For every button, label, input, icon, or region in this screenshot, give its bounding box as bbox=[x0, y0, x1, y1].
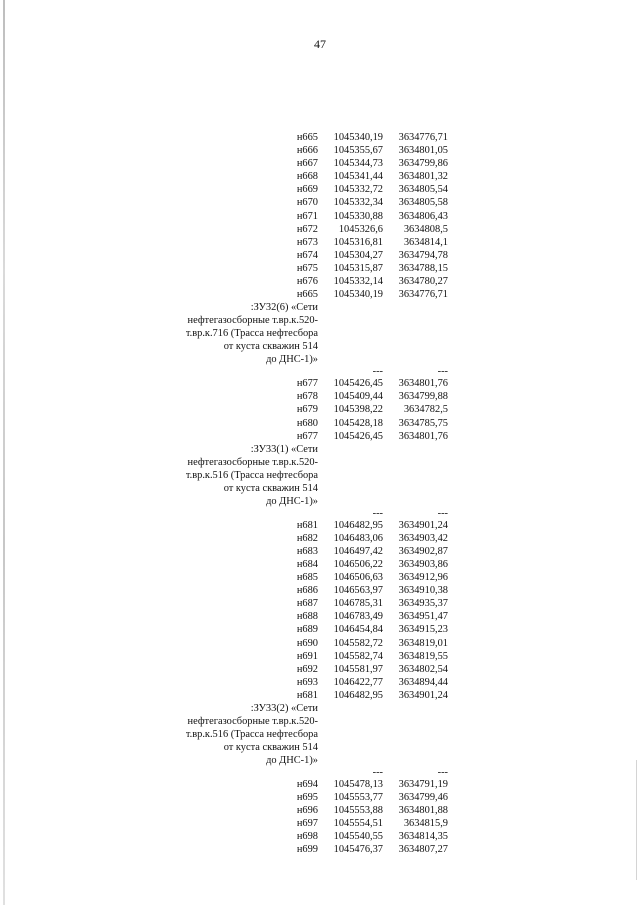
table-row bbox=[180, 843, 448, 856]
coord-x: 1046454,84 bbox=[333, 624, 383, 636]
point-id: н685 bbox=[296, 572, 318, 584]
coord-y: 3634801,76 bbox=[398, 378, 448, 390]
coord-x: 1046482,95 bbox=[333, 689, 383, 701]
coord-y: 3634785,75 bbox=[398, 417, 448, 429]
parcel-section bbox=[180, 301, 448, 442]
dash-cell: --- bbox=[372, 366, 383, 378]
coord-x: 1045428,18 bbox=[333, 417, 383, 429]
coord-y: 3634801,88 bbox=[398, 805, 448, 817]
point-id: н665 bbox=[296, 132, 318, 143]
coord-x: 1045344,73 bbox=[333, 158, 383, 170]
coord-x: 1045332,14 bbox=[333, 276, 383, 288]
table-row bbox=[180, 791, 448, 804]
coord-x: 1045332,34 bbox=[333, 197, 383, 209]
coord-y: 3634806,43 bbox=[398, 210, 448, 222]
table-row bbox=[180, 236, 448, 249]
coord-y: 3634819,01 bbox=[398, 637, 448, 649]
coord-x: 1045398,22 bbox=[333, 404, 383, 416]
coord-x: 1046422,77 bbox=[333, 676, 383, 688]
coord-x: 1046785,31 bbox=[333, 598, 383, 610]
coord-y: 3634903,86 bbox=[398, 558, 448, 570]
coord-x: 1046497,42 bbox=[333, 545, 383, 557]
coord-y: 3634799,88 bbox=[398, 391, 448, 403]
point-id: н684 bbox=[296, 558, 318, 570]
table-row bbox=[180, 210, 448, 223]
coord-x: 1045332,72 bbox=[333, 184, 383, 196]
coord-y: 3634819,55 bbox=[398, 650, 448, 662]
table-row bbox=[180, 131, 448, 144]
coord-y: 3634776,71 bbox=[398, 289, 448, 301]
point-id: н681 bbox=[296, 519, 318, 531]
coord-y: 3634805,58 bbox=[398, 197, 448, 209]
coord-x: 1046783,49 bbox=[333, 611, 383, 623]
table-row bbox=[180, 417, 448, 430]
coord-y: 3634801,76 bbox=[398, 430, 448, 442]
point-id: н691 bbox=[296, 650, 318, 662]
parcel-header-line: до ДНС-1)» bbox=[266, 495, 318, 507]
point-id: н695 bbox=[296, 792, 318, 804]
coord-y: 3634788,15 bbox=[398, 262, 448, 274]
point-id: н698 bbox=[296, 831, 318, 843]
table-row bbox=[180, 778, 448, 791]
point-id: н679 bbox=[296, 404, 318, 416]
scan-edge bbox=[636, 760, 637, 880]
coord-x: 1045316,81 bbox=[333, 236, 383, 248]
parcel-header-line: :ЗУ33(2) «Сети нефтегазосборные т.вр.к.520- bbox=[187, 703, 318, 727]
table-row bbox=[180, 610, 448, 623]
coord-x: 1045304,27 bbox=[333, 249, 383, 261]
table-row bbox=[180, 196, 448, 209]
table-row bbox=[180, 403, 448, 416]
point-id: н689 bbox=[296, 624, 318, 636]
point-id: н699 bbox=[296, 844, 318, 856]
coord-y: 3634808,5 bbox=[403, 223, 448, 235]
point-id: н669 bbox=[296, 184, 318, 196]
coordinates-table bbox=[180, 131, 448, 857]
table-row bbox=[180, 584, 448, 597]
coord-x: 1045553,77 bbox=[333, 792, 383, 804]
placeholder-row bbox=[180, 767, 448, 778]
coord-x: 1046483,06 bbox=[333, 532, 383, 544]
parcel-header-line: т.вр.к.716 (Трасса нефтесбора от куста скважин 514 bbox=[185, 328, 318, 353]
point-id: н692 bbox=[296, 663, 318, 675]
table-row bbox=[180, 532, 448, 545]
point-id: н686 bbox=[296, 585, 318, 597]
empty-cell bbox=[180, 366, 318, 377]
point-id: н666 bbox=[296, 145, 318, 157]
table-row bbox=[180, 637, 448, 650]
coord-y: 3634912,96 bbox=[398, 572, 448, 584]
point-id: н674 bbox=[296, 249, 318, 261]
parcel-header-line: до ДНС-1)» bbox=[266, 755, 318, 766]
table-row bbox=[180, 830, 448, 843]
table-row bbox=[180, 597, 448, 610]
coord-y: 3634901,24 bbox=[398, 689, 448, 701]
point-id: н680 bbox=[296, 417, 318, 429]
placeholder-row bbox=[180, 366, 448, 377]
table-row bbox=[180, 144, 448, 157]
table-row bbox=[180, 817, 448, 830]
parcel-header-line: т.вр.к.516 (Трасса нефтесбора от куста скважин 514 bbox=[185, 729, 318, 753]
coord-x: 1046482,95 bbox=[333, 519, 383, 531]
parcel-section bbox=[180, 443, 448, 702]
point-id: н688 bbox=[296, 611, 318, 623]
point-id: н667 bbox=[296, 158, 318, 170]
point-id: н690 bbox=[296, 637, 318, 649]
point-id: н665 bbox=[296, 289, 318, 301]
parcel-header-line: :ЗУ33(1) «Сети нефтегазосборные т.вр.к.520- bbox=[187, 443, 318, 468]
parcel-header-line: т.вр.к.516 (Трасса нефтесбора от куста скважин 514 bbox=[185, 469, 318, 494]
coord-x: 1045315,87 bbox=[333, 262, 383, 274]
table-row bbox=[180, 663, 448, 676]
table-row bbox=[180, 183, 448, 196]
point-id: н670 bbox=[296, 197, 318, 209]
table-row bbox=[180, 623, 448, 636]
parcel-header-line: до ДНС-1)» bbox=[266, 354, 318, 366]
table-row bbox=[180, 262, 448, 275]
coord-x: 1045554,51 bbox=[333, 818, 383, 830]
point-id: н668 bbox=[296, 171, 318, 183]
table-row bbox=[180, 650, 448, 663]
coord-y: 3634815,9 bbox=[403, 818, 448, 830]
parcel-section bbox=[180, 702, 448, 857]
point-id: н682 bbox=[296, 532, 318, 544]
coord-x: 1045476,37 bbox=[333, 844, 383, 856]
table-row bbox=[180, 804, 448, 817]
dash-cell: --- bbox=[437, 767, 448, 778]
coord-y: 3634791,19 bbox=[398, 779, 448, 790]
dash-cell: --- bbox=[437, 366, 448, 378]
coord-x: 1045340,19 bbox=[333, 289, 383, 301]
empty-cell bbox=[180, 767, 318, 778]
placeholder-row bbox=[180, 508, 448, 519]
coord-x: 1045582,72 bbox=[333, 637, 383, 649]
coord-x: 1046506,22 bbox=[333, 558, 383, 570]
coord-y: 3634935,37 bbox=[398, 598, 448, 610]
dash-cell: --- bbox=[372, 767, 383, 778]
parcel-section bbox=[180, 131, 448, 301]
coord-x: 1045478,13 bbox=[333, 779, 383, 790]
table-row bbox=[180, 288, 448, 301]
coord-y: 3634894,44 bbox=[398, 676, 448, 688]
point-id: н677 bbox=[296, 430, 318, 442]
dash-cell: --- bbox=[437, 507, 448, 519]
coord-y: 3634902,87 bbox=[398, 545, 448, 557]
point-id: н696 bbox=[296, 805, 318, 817]
coord-y: 3634814,1 bbox=[403, 236, 448, 248]
page-number: 47 bbox=[314, 37, 326, 51]
table-row bbox=[180, 390, 448, 403]
coord-x: 1045426,45 bbox=[333, 378, 383, 390]
point-id: н693 bbox=[296, 676, 318, 688]
table-row bbox=[180, 519, 448, 532]
coord-y: 3634807,27 bbox=[398, 844, 448, 856]
point-id: н687 bbox=[296, 598, 318, 610]
coord-x: 1045340,19 bbox=[333, 132, 383, 143]
table-row bbox=[180, 249, 448, 262]
coord-y: 3634814,35 bbox=[398, 831, 448, 843]
coord-x: 1045540,55 bbox=[333, 831, 383, 843]
coord-y: 3634801,05 bbox=[398, 145, 448, 157]
table-row bbox=[180, 157, 448, 170]
coord-x: 1045426,45 bbox=[333, 430, 383, 442]
coord-x: 1045409,44 bbox=[333, 391, 383, 403]
point-id: н675 bbox=[296, 262, 318, 274]
coord-y: 3634799,46 bbox=[398, 792, 448, 804]
table-row bbox=[180, 170, 448, 183]
coord-y: 3634901,24 bbox=[398, 519, 448, 531]
point-id: н678 bbox=[296, 391, 318, 403]
coord-x: 1045355,67 bbox=[333, 145, 383, 157]
coord-y: 3634951,47 bbox=[398, 611, 448, 623]
table-row bbox=[180, 571, 448, 584]
coord-y: 3634776,71 bbox=[398, 132, 448, 143]
empty-cell bbox=[180, 508, 318, 519]
coord-y: 3634802,54 bbox=[398, 663, 448, 675]
coord-x: 1045581,97 bbox=[333, 663, 383, 675]
coord-x: 1046563,97 bbox=[333, 585, 383, 597]
coord-y: 3634915,23 bbox=[398, 624, 448, 636]
coord-y: 3634910,38 bbox=[398, 585, 448, 597]
coord-x: 1045341,44 bbox=[333, 171, 383, 183]
table-row bbox=[180, 689, 448, 702]
table-row bbox=[180, 223, 448, 236]
coord-y: 3634801,32 bbox=[398, 171, 448, 183]
dash-cell: --- bbox=[372, 507, 383, 519]
point-id: н677 bbox=[296, 378, 318, 390]
point-id: н694 bbox=[296, 779, 318, 790]
coord-y: 3634780,27 bbox=[398, 276, 448, 288]
table-row bbox=[180, 377, 448, 390]
coord-x: 1046506,63 bbox=[333, 572, 383, 584]
coord-x: 1045553,88 bbox=[333, 805, 383, 817]
table-row bbox=[180, 676, 448, 689]
coord-x: 1045326,6 bbox=[338, 223, 383, 235]
table-row bbox=[180, 545, 448, 558]
scan-edge bbox=[3, 0, 5, 905]
table-row bbox=[180, 558, 448, 571]
point-id: н683 bbox=[296, 545, 318, 557]
table-row bbox=[180, 275, 448, 288]
coord-y: 3634782,5 bbox=[403, 404, 448, 416]
parcel-header-line: :ЗУ32(6) «Сети нефтегазосборные т.вр.к.520- bbox=[187, 302, 318, 327]
table-row bbox=[180, 430, 448, 443]
point-id: н697 bbox=[296, 818, 318, 830]
point-id: н673 bbox=[296, 236, 318, 248]
coord-y: 3634903,42 bbox=[398, 532, 448, 544]
coord-y: 3634794,78 bbox=[398, 249, 448, 261]
point-id: н681 bbox=[296, 689, 318, 701]
coord-x: 1045330,88 bbox=[333, 210, 383, 222]
point-id: н672 bbox=[296, 223, 318, 235]
coord-y: 3634805,54 bbox=[398, 184, 448, 196]
coord-x: 1045582,74 bbox=[333, 650, 383, 662]
point-id: н676 bbox=[296, 276, 318, 288]
point-id: н671 bbox=[296, 210, 318, 222]
coord-y: 3634799,86 bbox=[398, 158, 448, 170]
